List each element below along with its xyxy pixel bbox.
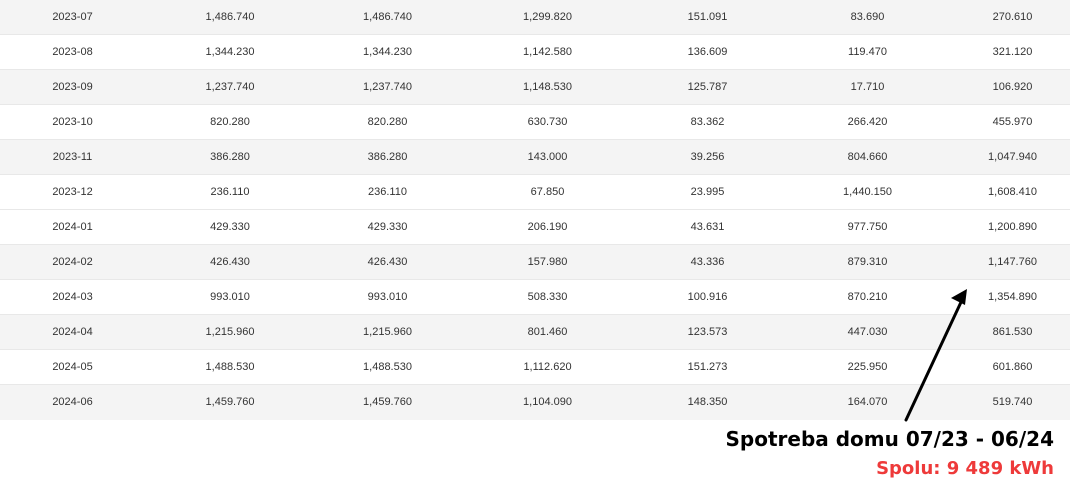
row-period-cell: 2023-08 [0,35,145,70]
table-cell: 861.530 [955,315,1070,350]
row-period-cell: 2024-06 [0,385,145,420]
annotation-title: Spotreba domu 07/23 - 06/24 [725,427,1054,451]
table-cell: 1,486.740 [145,0,315,35]
table-cell: 225.950 [780,350,955,385]
table-cell: 321.120 [955,35,1070,70]
table-cell: 1,237.740 [315,70,460,105]
row-period-cell: 2023-10 [0,105,145,140]
table-cell: 386.280 [315,140,460,175]
table-cell: 1,488.530 [315,350,460,385]
table-cell: 977.750 [780,210,955,245]
table-cell: 151.273 [635,350,780,385]
table-cell: 236.110 [145,175,315,210]
table-cell: 125.787 [635,70,780,105]
row-period-cell: 2024-04 [0,315,145,350]
table-cell: 1,237.740 [145,70,315,105]
table-cell: 447.030 [780,315,955,350]
table-cell: 43.336 [635,245,780,280]
row-period-cell: 2023-11 [0,140,145,175]
table-cell: 123.573 [635,315,780,350]
table-cell: 426.430 [145,245,315,280]
table-cell: 236.110 [315,175,460,210]
table-cell: 426.430 [315,245,460,280]
table-cell: 820.280 [145,105,315,140]
table-cell: 1,488.530 [145,350,315,385]
row-period-cell: 2024-03 [0,280,145,315]
table-cell: 1,142.580 [460,35,635,70]
table-cell: 1,148.530 [460,70,635,105]
row-period-cell: 2024-01 [0,210,145,245]
table-cell: 993.010 [315,280,460,315]
table-cell: 993.010 [145,280,315,315]
table-cell: 43.631 [635,210,780,245]
table-cell: 23.995 [635,175,780,210]
row-period-cell: 2023-09 [0,70,145,105]
table-cell: 386.280 [145,140,315,175]
table-cell: 630.730 [460,105,635,140]
row-period-cell: 2024-05 [0,350,145,385]
table-cell: 143.000 [460,140,635,175]
annotation-total: Spolu: 9 489 kWh [876,458,1054,479]
table-cell: 1,215.960 [145,315,315,350]
table-cell: 106.920 [955,70,1070,105]
table-cell: 820.280 [315,105,460,140]
table-cell: 1,215.960 [315,315,460,350]
table-cell: 136.609 [635,35,780,70]
table-cell: 83.362 [635,105,780,140]
table-cell: 879.310 [780,245,955,280]
table-cell: 1,299.820 [460,0,635,35]
table-cell: 119.470 [780,35,955,70]
table-cell: 164.070 [780,385,955,420]
table-cell: 508.330 [460,280,635,315]
table-cell: 519.740 [955,385,1070,420]
row-period-cell: 2023-12 [0,175,145,210]
table-cell: 1,459.760 [315,385,460,420]
table-cell: 157.980 [460,245,635,280]
row-period-cell: 2023-07 [0,0,145,35]
table-cell: 1,608.410 [955,175,1070,210]
table-cell: 270.610 [955,0,1070,35]
table-cell: 1,112.620 [460,350,635,385]
table-cell: 148.350 [635,385,780,420]
table-cell: 429.330 [145,210,315,245]
table-cell: 455.970 [955,105,1070,140]
table-cell: 1,344.230 [315,35,460,70]
table-cell: 17.710 [780,70,955,105]
table-cell: 1,147.760 [955,245,1070,280]
table-cell: 67.850 [460,175,635,210]
table-cell: 1,459.760 [145,385,315,420]
table-cell: 1,486.740 [315,0,460,35]
table-cell: 870.210 [780,280,955,315]
table-cell: 206.190 [460,210,635,245]
table-cell: 1,200.890 [955,210,1070,245]
table-cell: 151.091 [635,0,780,35]
table-cell: 601.860 [955,350,1070,385]
table-cell: 1,440.150 [780,175,955,210]
table-cell: 39.256 [635,140,780,175]
table-cell: 266.420 [780,105,955,140]
table-cell: 804.660 [780,140,955,175]
row-period-cell: 2024-02 [0,245,145,280]
table-cell: 83.690 [780,0,955,35]
table-cell: 1,104.090 [460,385,635,420]
table-cell: 1,354.890 [955,280,1070,315]
table-cell: 100.916 [635,280,780,315]
table-cell: 1,047.940 [955,140,1070,175]
table-cell: 801.460 [460,315,635,350]
table-cell: 429.330 [315,210,460,245]
table-cell: 1,344.230 [145,35,315,70]
